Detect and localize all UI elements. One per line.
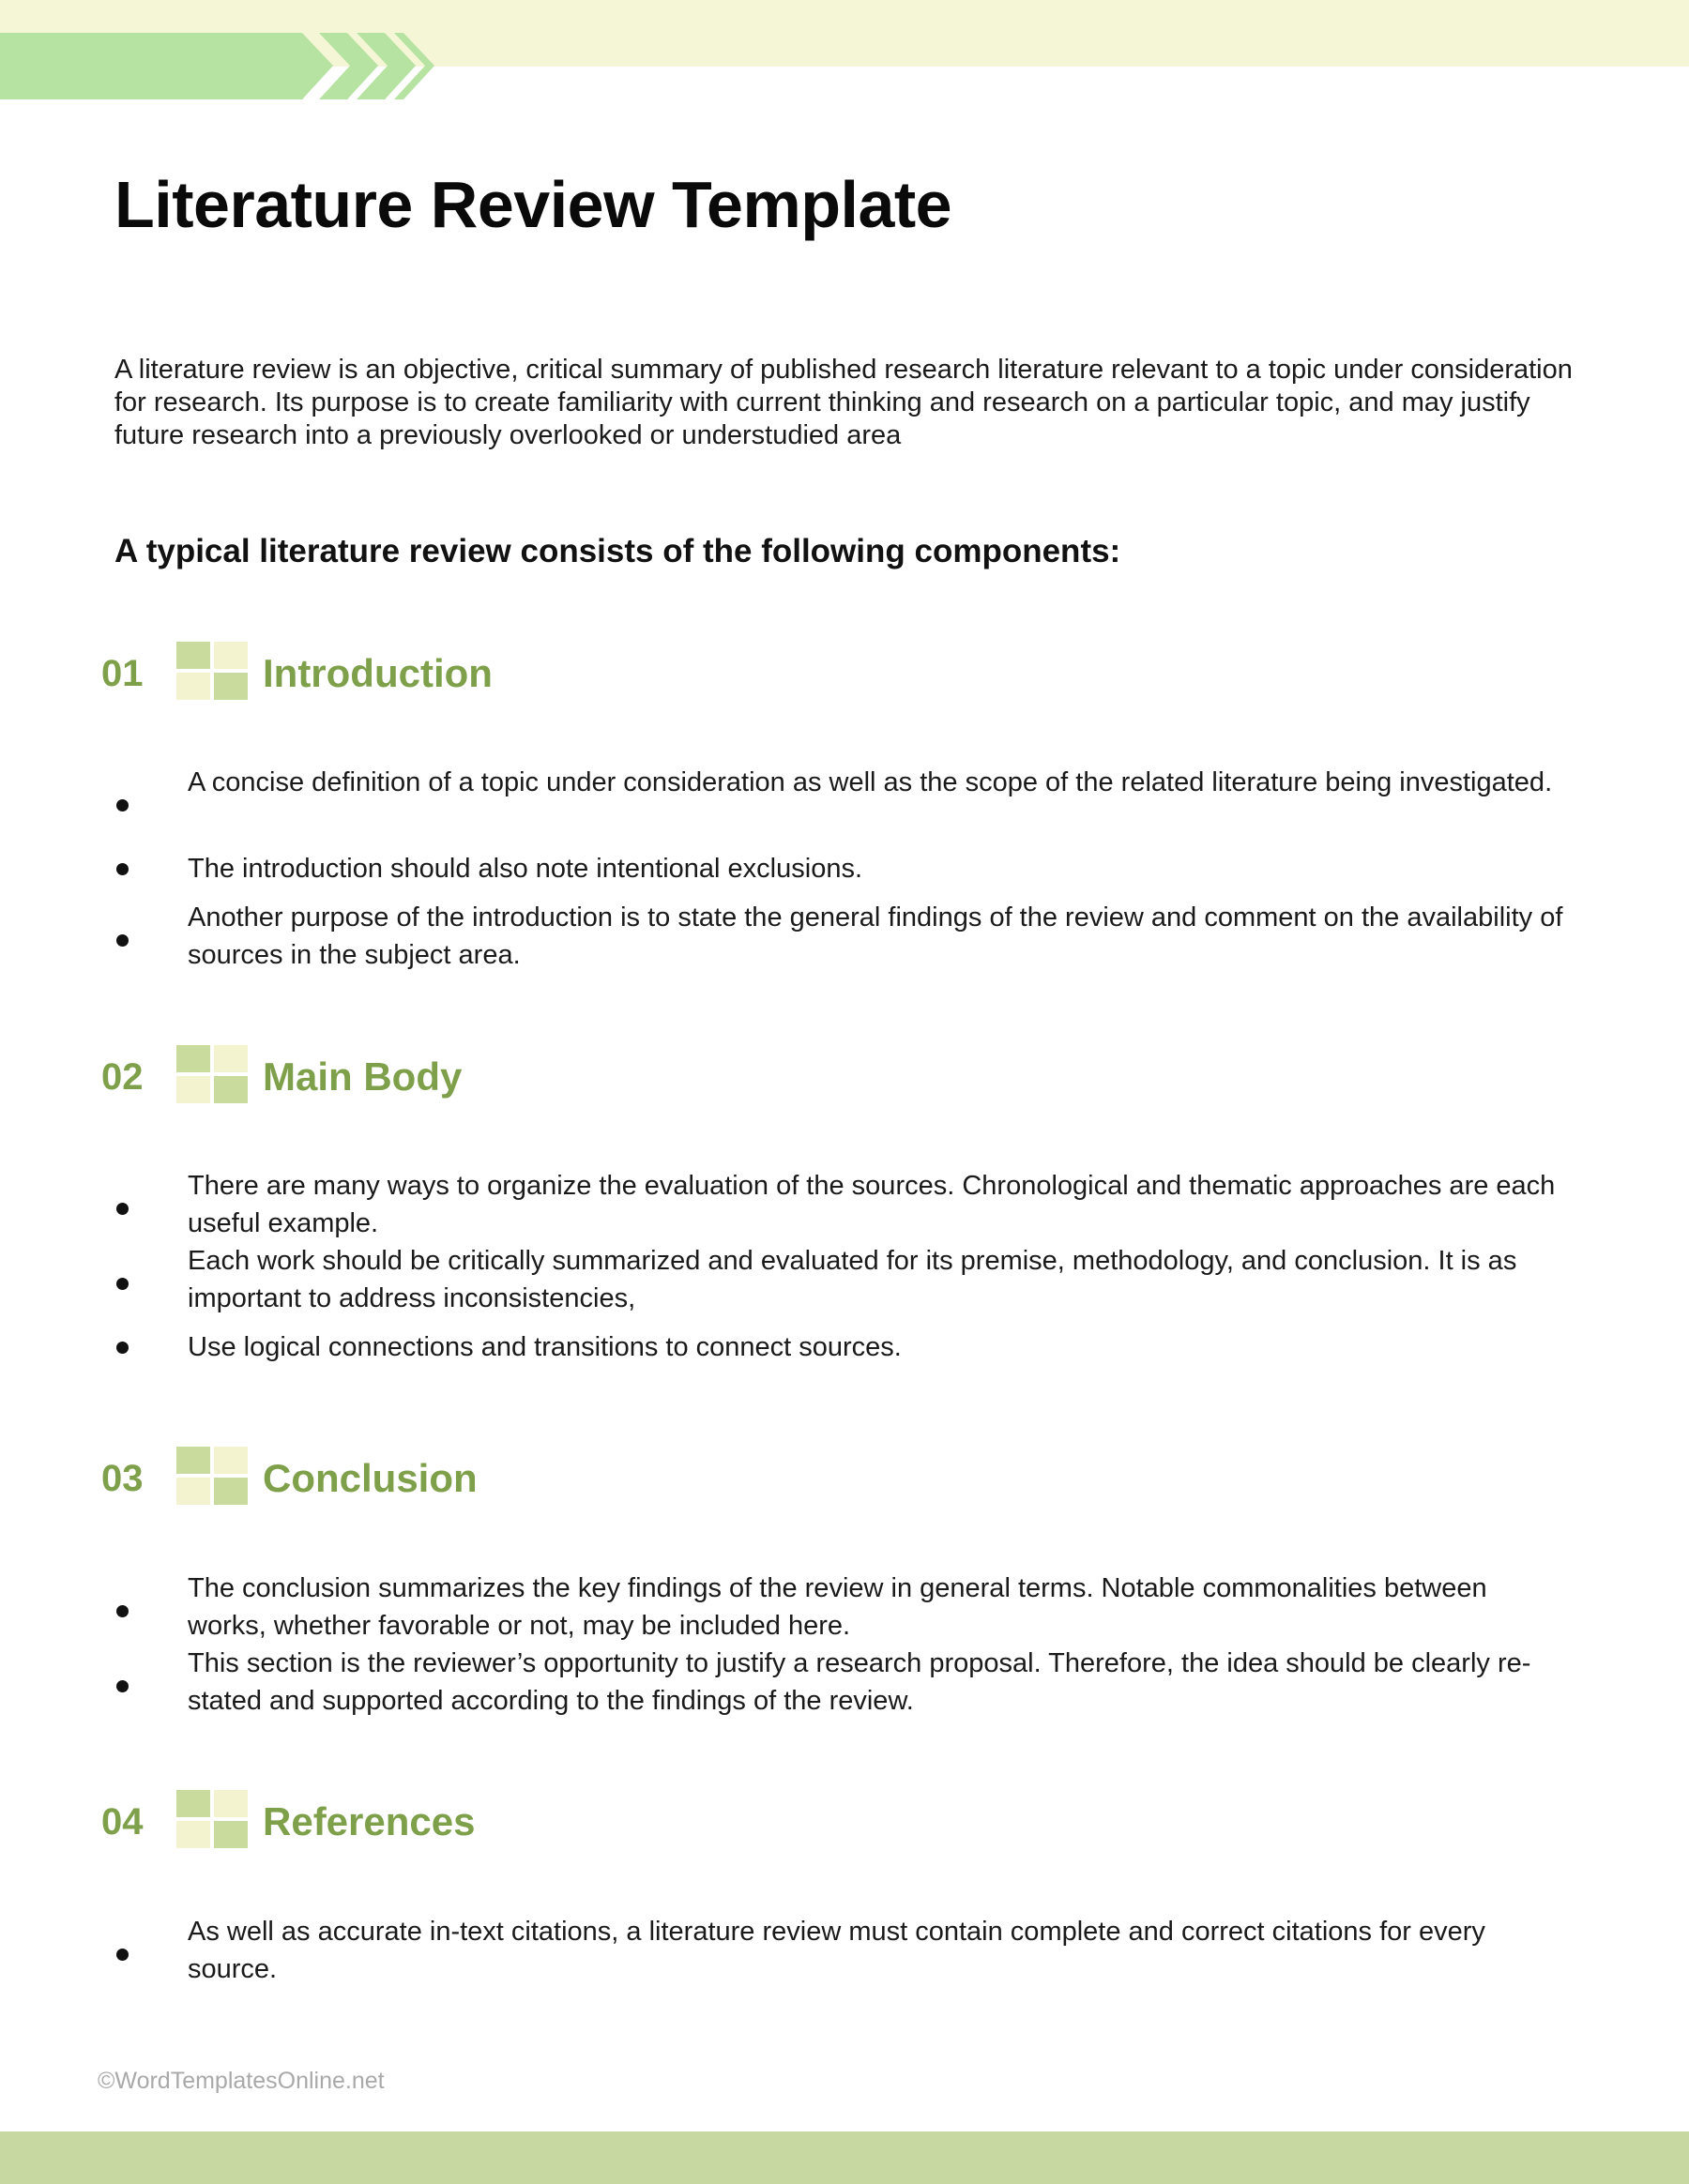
- section-number: 03: [101, 1458, 144, 1499]
- copyright-footer: ©WordTemplatesOnline.net: [98, 2068, 385, 2094]
- section-introduction: [0, 642, 1689, 702]
- bullet-text: Use logical connections and transitions to connect sources.: [188, 1332, 902, 1362]
- bullet-text: The introduction should also note intentional exclusions.: [188, 854, 863, 884]
- top-arrow-ribbon: [0, 33, 441, 99]
- bullet-text: A concise definition of a topic under consideration as well as the scope of the related literature being investigated.: [188, 767, 1553, 797]
- bullet-text: The conclusion summarizes the key findings of the review in general terms. Notable commonalities between works, whether favorable or not, may be included here.: [188, 1573, 1487, 1641]
- section-header: [0, 1447, 1689, 1507]
- bullet-dot: [116, 863, 129, 875]
- section-header: [0, 642, 1689, 702]
- section-number: 02: [101, 1056, 144, 1098]
- section-number: 04: [101, 1801, 144, 1843]
- bullet-text: Each work should be critically summarized and evaluated for its premise, methodology, and conclusion. It is as important to address inconsistencies,: [188, 1246, 1517, 1313]
- bullet-dot: [116, 1342, 129, 1354]
- section-title: Main Body: [263, 1054, 463, 1099]
- section-main-body: [0, 1045, 1689, 1105]
- page-title: Literature Review Template: [114, 168, 952, 241]
- section-title: References: [263, 1799, 476, 1843]
- bullet-dot: [116, 1278, 129, 1290]
- bullet-dot: [116, 1203, 129, 1215]
- section-header: [0, 1045, 1689, 1105]
- grid-squares-icon: [176, 1045, 250, 1105]
- bullet-text: This section is the reviewer’s opportunity to justify a research proposal. Therefore, the idea should be clearly re-stated and supported according to the findings of the review.: [188, 1648, 1531, 1716]
- bullet-text: Another purpose of the introduction is to state the general findings of the review and comment on the availability of sources in the subject area.: [188, 902, 1563, 970]
- components-subheading: A typical literature review consists of the following components:: [114, 533, 1121, 569]
- section-title: Conclusion: [263, 1456, 478, 1500]
- bottom-footer-band: [0, 2131, 1689, 2184]
- section-number: 01: [101, 653, 144, 694]
- bullet-dot: [116, 799, 129, 811]
- grid-squares-icon: [176, 642, 250, 702]
- section-references: [0, 1790, 1689, 1850]
- bullet-dot: [116, 1949, 129, 1961]
- bullet-dot: [116, 1680, 129, 1692]
- section-conclusion: [0, 1447, 1689, 1507]
- section-header: [0, 1790, 1689, 1850]
- section-title: Introduction: [263, 651, 493, 695]
- intro-paragraph: A literature review is an objective, critical summary of published research literature relevant to a topic under consideration for research. Its purpose is to create familiarity with current thinking and research on a particular topic, and may justify future research into a previously overlooked or understudied area: [114, 355, 1573, 450]
- bullet-dot: [116, 934, 129, 947]
- bullet-text: There are many ways to organize the evaluation of the sources. Chronological and thematic approaches are each useful example.: [188, 1171, 1556, 1238]
- bullet-dot: [116, 1605, 129, 1617]
- bullet-text: As well as accurate in-text citations, a literature review must contain complete and correct citations for every source.: [188, 1917, 1485, 1984]
- grid-squares-icon: [176, 1447, 250, 1507]
- grid-squares-icon: [176, 1790, 250, 1850]
